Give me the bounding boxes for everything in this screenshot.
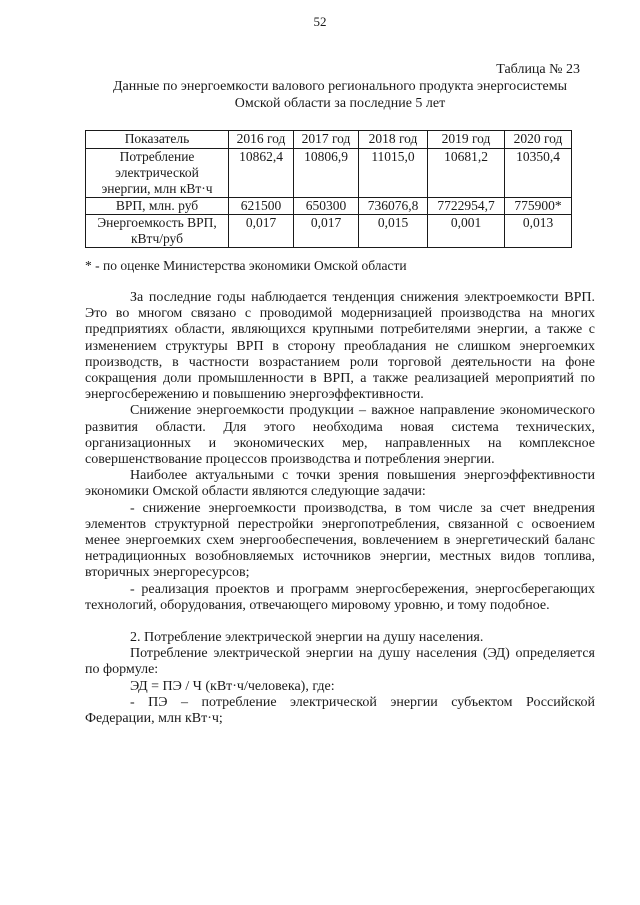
table-row bbox=[86, 198, 572, 215]
table-cell: 736076,8 bbox=[359, 198, 428, 215]
header-2019: 2019 год bbox=[428, 131, 505, 149]
table-footnote: * - по оценке Министерства экономики Омской области bbox=[85, 258, 407, 273]
table-cell: 621500 bbox=[229, 198, 294, 215]
table-cell: 775900* bbox=[505, 198, 572, 215]
table-cell: 10681,2 bbox=[428, 149, 505, 198]
row-label: Потребление электрической энергии, млн кВт·ч bbox=[86, 149, 229, 198]
paragraph: Снижение энергоемкости продукции – важное направление экономического развития области. Для этого необходима новая система технических, организационных и экономических мер, направленных на комплексное совершенствование процессов производства и потребления энергии. bbox=[85, 403, 595, 468]
page-number: 52 bbox=[313, 14, 327, 29]
section-heading: 2. Потребление электрической энергии на душу населения. bbox=[130, 630, 484, 646]
table-cell: 0,001 bbox=[428, 215, 505, 248]
table-cell: 0,013 bbox=[505, 215, 572, 248]
row-label: ВРП, млн. руб bbox=[86, 198, 229, 215]
paragraph: Наиболее актуальными с точки зрения повышения энергоэффективности экономики Омской области являются следующие задачи: bbox=[85, 468, 595, 500]
header-2020: 2020 год bbox=[505, 131, 572, 149]
table-cell: 650300 bbox=[294, 198, 359, 215]
table-caption-line-2: Омской области за последние 5 лет bbox=[234, 96, 446, 111]
table-cell: 10350,4 bbox=[505, 149, 572, 198]
list-item: - реализация проектов и программ энергосбережения, энергосберегающих технологий, оборудования, отвечающего мировому уровню, и тому подобное. bbox=[85, 581, 595, 613]
table-number: Таблица № 23 bbox=[496, 62, 580, 77]
table-caption bbox=[70, 78, 610, 112]
formula: ЭД = ПЭ / Ч (кВт·ч/человека), где: bbox=[130, 678, 335, 694]
list-item: - снижение энергоемкости производства, в том числе за счет внедрения элементов структурной перестройки энергопотребления, связанной с освоением менее энергоемких схем энергообеспечения, вовлечением в энергетический баланс нетрадиционных возобновляемых источников энергии, местных видов топлива, вторичных энергоресурсов; bbox=[85, 500, 595, 581]
table-cell: 11015,0 bbox=[359, 149, 428, 198]
paragraph: За последние годы наблюдается тенденция снижения электроемкости ВРП. Это во многом связано с проводимой модернизацией производства на многих предприятиях области, являющихся крупными потребителями энергии, а также с изменением структуры ВРП в сторону преобладания не слишком энергоемких производств, в частности возрастанием роли торговой деятельности на фоне сокращения доли промышленности в ВРП, а также реализацией мероприятий по энергосбережению и повышению энергоэффективности. bbox=[85, 290, 595, 403]
header-2017: 2017 год bbox=[294, 131, 359, 149]
table-caption-line-1: Данные по энергоемкости валового регионального продукта энергосистемы bbox=[113, 79, 567, 94]
table-cell: 0,017 bbox=[294, 215, 359, 248]
table-header-row bbox=[86, 131, 572, 149]
table-cell: 0,017 bbox=[229, 215, 294, 248]
table-row bbox=[86, 215, 572, 248]
header-indicator: Показатель bbox=[86, 131, 229, 149]
table-cell: 10862,4 bbox=[229, 149, 294, 198]
header-2018: 2018 год bbox=[359, 131, 428, 149]
body-text bbox=[85, 290, 595, 727]
list-item: - ПЭ – потребление электрической энергии субъектом Российской Федерации, млн кВт·ч; bbox=[85, 694, 595, 727]
header-2016: 2016 год bbox=[229, 131, 294, 149]
energy-intensity-table bbox=[85, 130, 572, 248]
table-cell: 10806,9 bbox=[294, 149, 359, 198]
row-label: Энергоемкость ВРП, кВтч/руб bbox=[86, 215, 229, 248]
table-cell: 7722954,7 bbox=[428, 198, 505, 215]
table-cell: 0,015 bbox=[359, 215, 428, 248]
table-row bbox=[86, 149, 572, 198]
paragraph: Потребление электрической энергии на душу населения (ЭД) определяется по формуле: bbox=[85, 646, 595, 678]
